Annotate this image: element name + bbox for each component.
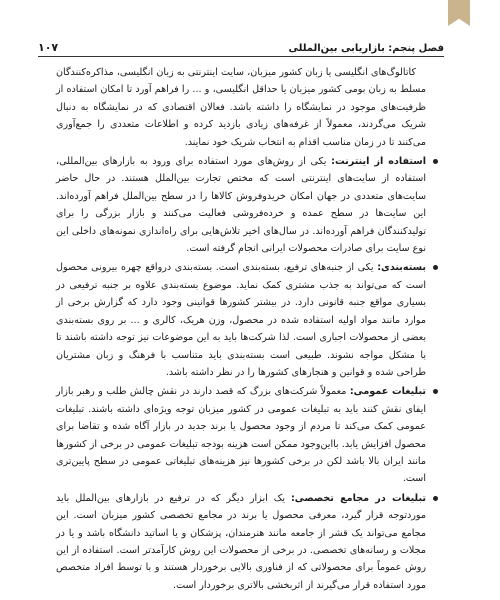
bullet-text: معمولاً شرکت‌های بزرگ که قصد دارند در نقش چالش طلب و رهبر بازار ایفای نقش کنند باید به تبلیغات عمومی در کشور میزبان توجه ویژه‌ای داشته باشند. تبلیغات عمومی کمک می‌کند تا مردم از وجود محصول یا برند جدید در بازار آگاه شده و تقاضا برای محصول افزایش یابد. بااین‌وجود ممکن است هزینه بودجه تبلیغات عمومی در برخی از کشورها مانند ایران بالا باشد لکن در برخی کشورها نیز هزینه‌های تبلیغاتی عمومی در سطح پایین‌تری است. [56, 386, 426, 485]
page-body [56, 64, 440, 594]
bullet-term: تبلیغات عمومی: [349, 386, 426, 398]
bullet-text: یکی از جنبه‌های ترفیع، بسته‌بندی است. بسته‌بندی درواقع چهره بیرونی محصول است که می‌تواند به جذب مشتری کمک نماید. موضوع بسته‌بندی علاوه بر جنبه ترفیعی در بسیاری مواقع جنبه قانونی دارد. در بیشتر کشورها قوانینی وجود دارد که گزارش برخی از موارد مانند مواد اولیه استفاده شده در محصول، وزن هریک، کالری و ... بر روی بسته‌بندی بعضی از محصولات اجباری است. لذا شرکت‌ها باید به این موضوعات نیز توجه داشته باشند تا با مشکل مواجه نشوند. طبیعی است بسته‌بندی باید متناسب با فرهنگ و زبان مشتریان طراحی شده و قوانین و هنجارهای کشورها را در نظر داشته باشد. [56, 262, 426, 378]
header-rule [38, 56, 444, 57]
bullet-dot-icon [433, 265, 438, 270]
page-header [38, 36, 444, 54]
chapter-title: فصل پنجم: بازاریابی بین‌المللی [288, 43, 444, 54]
bullet-text: یک ابزار دیگر که در ترفیع در بازارهای بین‌الملل باید موردتوجه قرار گیرد، معرفی محصول یا برند در مجامع تخصصی کشور میزبان است. این مجامع می‌تواند یک قشر از جامعه مانند هنرمندان، پزشکان و یا اساتید دانشگاه باشد و یا در مجلات و رسانه‌های تخصصی. در برخی از محصولات این روش کارآمدتر است. استفاده از این روش عموماً برای محصولاتی که از فناوری بالایی برخوردار هستند و با توسط افراد متخصص مورد استفاده قرار می‌گیرند از اثربخشی بالاتری برخوردار است. [56, 492, 426, 591]
bullet-dot-icon [433, 159, 438, 164]
bookmark-ribbon [448, 0, 470, 26]
bullet-term: استفاده از اینترنت: [331, 156, 426, 168]
bullet-dot-icon [433, 496, 438, 501]
page-number: ۱۰۷ [38, 41, 59, 54]
bullet-text: یکی از روش‌های مورد استفاده برای ورود به بازارهای بین‌المللی، استفاده از سایت‌های اینترنتی است که مختص تجارت بین‌الملل هستند. در حال حاضر سایت‌های متعددی در جهان امکان خریدوفروش کالاها را در سطح بین‌الملل فراهم آورده‌اند. این سایت‌ها در سطح عمده و خرده‌فروشی فعالیت می‌کنند و بازار بزرگی را برای تولیدکنندگان فراهم آورده‌اند. در سال‌های اخیر تلاش‌هایی برای راه‌اندازی نمونه‌های داخلی این نوع سایت برای صادرات محصولات ایرانی انجام گرفته است. [56, 156, 426, 255]
bullet-public-advertising [56, 383, 440, 487]
bullet-packaging [56, 259, 440, 381]
bullet-term: تبلیغات در مجامع تخصصی: [290, 492, 426, 504]
bullet-list [56, 153, 440, 594]
bullet-specialized-advertising [56, 490, 440, 594]
bullet-term: بسته‌بندی: [377, 262, 426, 274]
bullet-dot-icon [433, 389, 438, 394]
intro-paragraph: کاتالوگ‌های انگلیسی یا زبان کشور میزبان، سایت اینترنتی به زبان انگلیسی، مذاکره‌کنندگان مسلط به زبان بومی کشور میزبان یا حداقل انگلیسی، و ... را فراهم آورد تا امکان استفاده از ظرفیت‌های موجود در نمایشگاه را داشته باشد. فعالان اقتصادی که در نمایشگاه به دنبال شریک می‌گردند، معمولاً از غرفه‌های زیادی بازدید کرده و اطلاعات متعددی را جمع‌آوری می‌کنند تا در زمان مناسب اقدام به انتخاب شریک خود نمایند. [56, 67, 426, 148]
bullet-internet [56, 153, 440, 257]
